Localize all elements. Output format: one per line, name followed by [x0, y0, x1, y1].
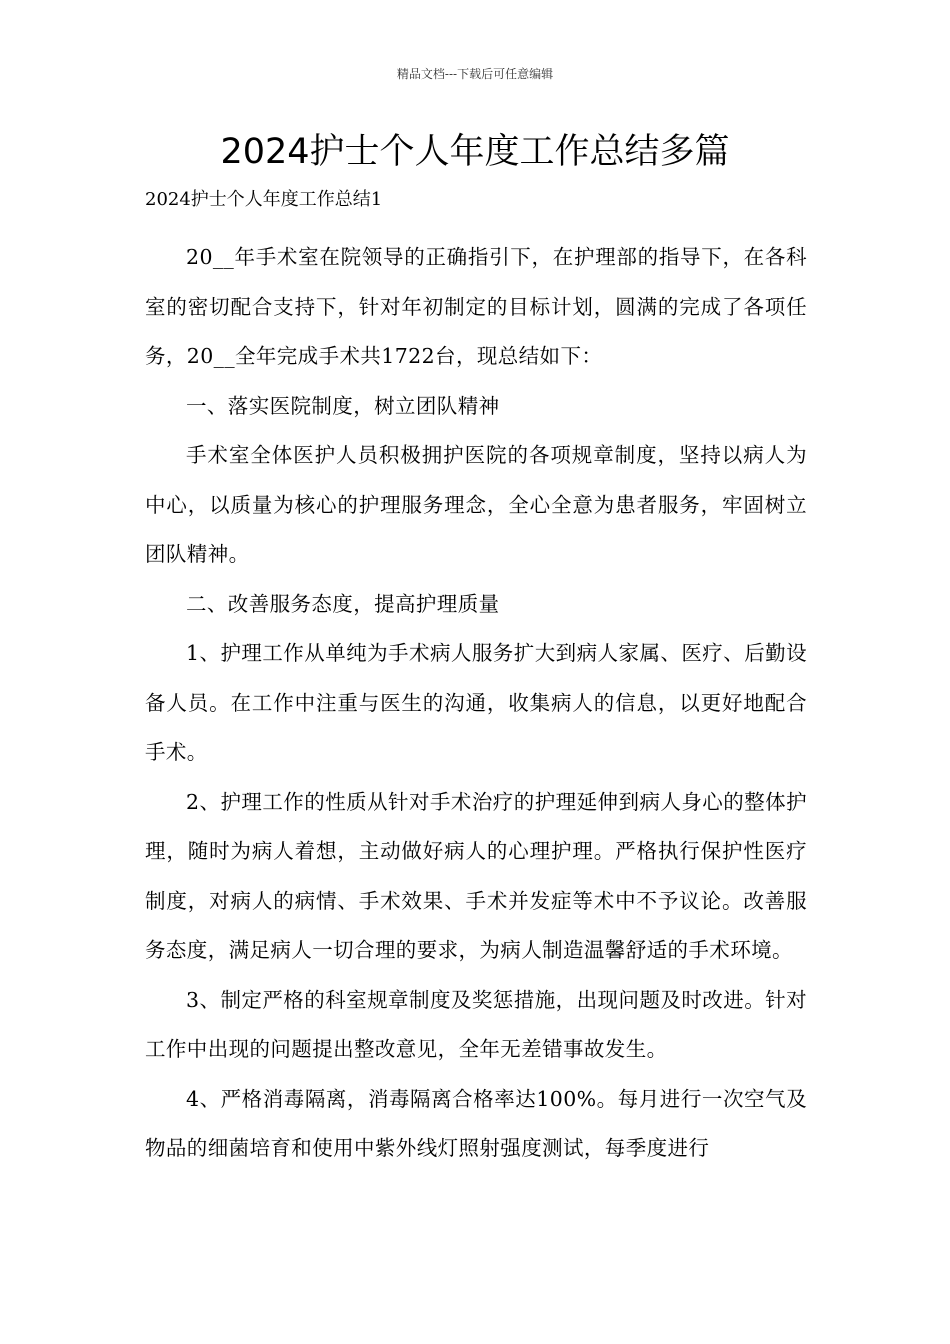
paragraph-intro: 20__年手术室在院领导的正确指引下，在护理部的指导下，在各科室的密切配合支持下，针对年初制定的目标计划，圆满的完成了各项任务，20__全年完成手术共1722台，现总结如下：: [145, 245, 807, 368]
section-subtitle: 2024护士个人年度工作总结1: [145, 189, 383, 210]
list-item-4: 4、严格消毒隔离，消毒隔离合格率达100%。每月进行一次空气及物品的细菌培育和使用中紫外线灯照射强度测试，每季度进行: [145, 1086, 807, 1160]
list-item-1: 1、护理工作从单纯为手术病人服务扩大到病人家属、医疗、后勤设备人员。在工作中注重与医生的沟通，收集病人的信息，以更好地配合手术。: [145, 641, 807, 764]
list-item-3: 3、制定严格的科室规章制度及奖惩措施，出现问题及时改进。针对工作中出现的问题提出整改意见，全年无差错事故发生。: [145, 987, 807, 1061]
list-item-2: 2、护理工作的性质从针对手术治疗的护理延伸到病人身心的整体护理，随时为病人着想，主动做好病人的心理护理。严格执行保护性医疗制度，对病人的病情、手术效果、手术并发症等术中不予议论。改善服务态度，满足病人一切合理的要求，为病人制造温馨舒适的手术环境。: [145, 789, 807, 962]
section-heading-1: 一、落实医院制度，树立团队精神: [186, 393, 500, 418]
document-title: 2024护士个人年度工作总结多篇: [220, 132, 730, 172]
section-heading-2: 二、改善服务态度，提高护理质量: [186, 591, 500, 616]
header-note: 精品文档---下载后可任意编辑: [396, 67, 554, 81]
paragraph-team-spirit: 手术室全体医护人员积极拥护医院的各项规章制度，坚持以病人为中心，以质量为核心的护理服务理念，全心全意为患者服务，牢固树立团队精神。: [145, 443, 807, 566]
body-text: [145, 233, 807, 1174]
